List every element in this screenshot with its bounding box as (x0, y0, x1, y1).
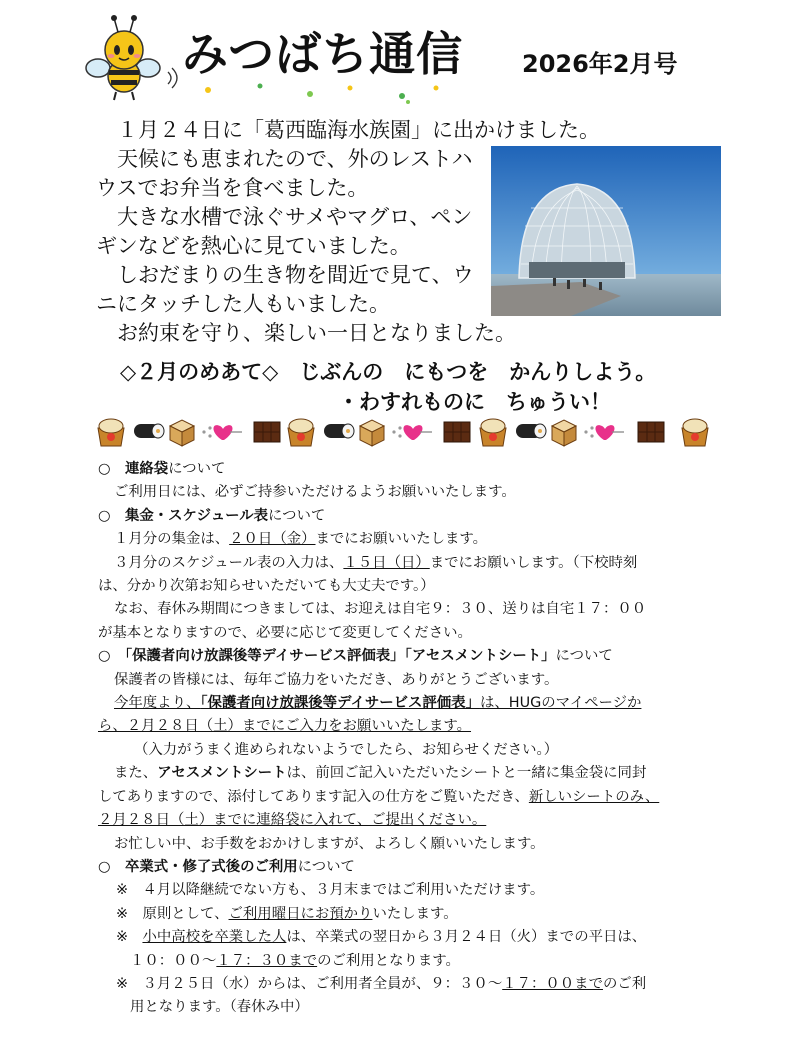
issue-date: 2026年2月号 (522, 50, 678, 78)
intro-line: ギンなどを熱心に見ていました。 (96, 234, 411, 258)
deadline-date: １５日（日） (343, 554, 430, 571)
heading-tail: について (168, 461, 226, 477)
bee-mascot (84, 12, 180, 108)
intro-line: 大きな水槽で泳ぐサメやマグロ、ペン (96, 205, 473, 229)
intro-line: １月２４日に「葛西臨海水族園」に出かけました。 (96, 118, 600, 142)
underlined-text: １７：００まで (502, 975, 603, 992)
notice-line (98, 552, 710, 575)
underlined-text: 小中高校を卒業した人 (142, 929, 287, 946)
text: までにお願いいたします。 (315, 531, 488, 548)
underlined-text: ご利用曜日にお預かり (228, 905, 373, 922)
notice-line: なお、春休み期間につきましては、お迎えは自宅９：３０、送りは自宅１７：００ (114, 601, 647, 618)
notice-heading-evaluation (98, 645, 710, 668)
intro-line: 天候にも恵まれたので、外のレストハ (96, 147, 473, 171)
newsletter-title: みつばち通信 (182, 27, 464, 81)
notices-section (98, 458, 710, 1020)
notice-line (98, 809, 710, 832)
bullet-mark: ○ (98, 648, 125, 665)
text: のご利 (602, 975, 647, 992)
decorative-border (96, 414, 726, 450)
notice-line: お忙しい中、お手数をおかけしますが、よろしく願いいたします。 (114, 835, 545, 852)
text: までにお願いします。（下校時刻 (429, 554, 638, 571)
heading-tail: について (297, 858, 355, 875)
heading-tail: について (555, 648, 613, 665)
notice-line (98, 950, 710, 973)
monthly-goal-sub: ・わすれものに ちゅうい！ (338, 390, 611, 414)
deadline-date: ２０日（金） (229, 531, 316, 548)
notice-line (98, 973, 710, 996)
form-name: 「保護者向け放課後等デイサービス評価表」 (200, 695, 480, 712)
text: のご利用となります。 (317, 952, 460, 969)
text: は、卒業式の翌日から３月２４日（火）までの平日は、 (286, 929, 647, 946)
notice-line: （入力がうまく進められないようでしたら、お知らせください。） (134, 741, 559, 758)
notice-line: ら、２月２８日（土）までにご入力をお願いいたします。 (98, 718, 472, 735)
text: また、 (114, 765, 158, 782)
underlined-text: ２月２８日（土）までに連絡袋に入れて、ご提出ください。 (98, 812, 487, 829)
text: してありますので、添付してあります記入の仕方をご覧いただき、 (98, 788, 529, 805)
text: いたします。 (372, 905, 458, 922)
text: ※ (116, 929, 143, 946)
text: ※ ３月２５日（水）からは、ご利用者全員が、９：３０～ (116, 975, 503, 992)
notice-line: ※ ４月以降継続でない方も、３月末まではご利用いただけます。 (116, 882, 545, 899)
notice-line (98, 692, 710, 715)
heading-bold: 「保護者向け放課後等デイサービス評価表」「アセスメントシート」 (124, 648, 556, 665)
intro-line: ウスでお弁当を食べました。 (96, 176, 369, 200)
text: １月分の集金は、 (114, 531, 230, 548)
heading-bold: 連絡袋 (124, 461, 169, 477)
notice-line (98, 528, 710, 551)
notice-line (98, 786, 710, 809)
notice-line: は、分かり次第お知らせいただいても大丈夫です。） (98, 578, 435, 595)
underlined-text: 新しいシートのみ、 (528, 788, 660, 805)
underlined-text: １７：３０まで (216, 952, 318, 969)
bullet-mark: ○ (98, 461, 125, 477)
bullet-mark: ○ (98, 858, 125, 875)
bee-icon (84, 12, 180, 108)
heading-bold: 集金・スケジュール表 (124, 507, 268, 524)
notice-line: 用となります。（春休み中） (130, 999, 309, 1016)
aquarium-photo (491, 146, 721, 316)
notice-line: 保護者の皆様には、毎年ご協力をいただき、ありがとうございます。 (114, 671, 559, 688)
text: は、HUGのマイページか (479, 695, 642, 712)
notice-line: が基本となりますので、必要に応じて変更してください。 (98, 624, 472, 641)
text: １０：００～ (130, 952, 217, 969)
text: 今年度より、 (114, 695, 201, 712)
intro-line: しおだまりの生き物を間近で見て、ウ (96, 263, 474, 287)
notice-line: ご利用日には、必ずご持参いただけるようお願いいたします。 (114, 484, 516, 501)
notice-heading-fee (98, 505, 710, 528)
title-confetti (190, 80, 490, 110)
notice-line (98, 903, 710, 926)
intro-line: お約束を守り、楽しい一日となりました。 (96, 321, 516, 345)
heading-tail: について (268, 507, 326, 524)
notice-line (98, 762, 710, 785)
text: は、前回ご記入いただいたシートと一緒に集金袋に同封 (286, 765, 647, 782)
text: ３月分のスケジュール表の入力は、 (114, 554, 344, 571)
notice-line (98, 926, 710, 949)
heading-bold: 卒業式・修了式後のご利用 (124, 858, 298, 875)
monthly-goal: ◇２月のめあて◇ じぶんの にもつを かんりしよう。 (120, 360, 657, 384)
intro-line: ニにタッチした人もいました。 (96, 292, 390, 316)
bullet-mark: ○ (98, 507, 125, 524)
text: ※ 原則として、 (116, 905, 229, 922)
notice-heading-graduation (98, 856, 710, 879)
form-name: アセスメントシート (157, 765, 287, 782)
notice-heading-bag (98, 458, 710, 481)
